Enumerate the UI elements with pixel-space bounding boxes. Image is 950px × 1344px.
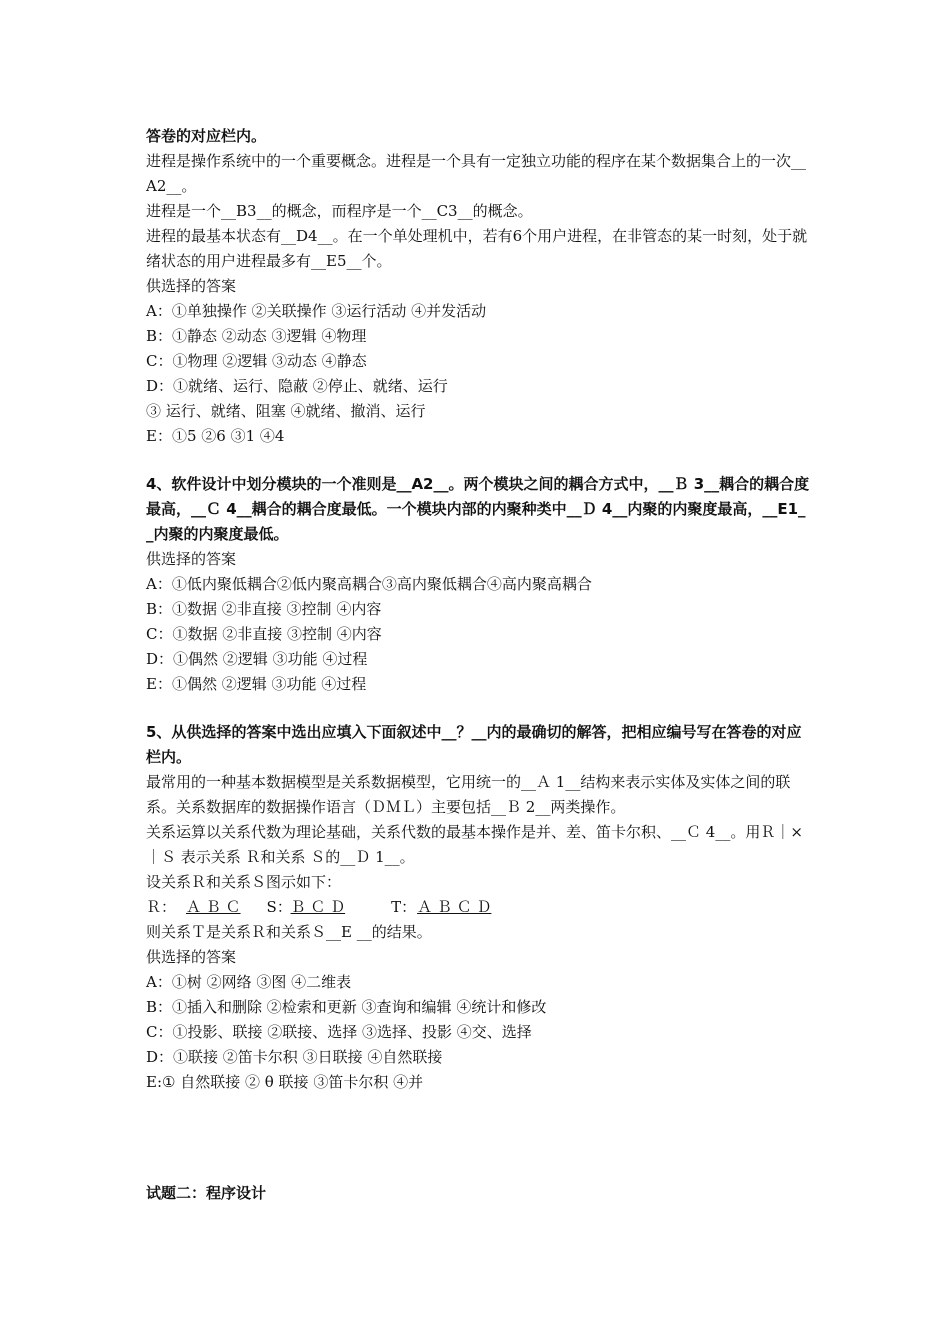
spacer — [146, 1095, 810, 1181]
q3-paragraph-3: 进程的最基本状态有__D4__。在一个单处理机中，若有6个用户进程，在非管态的某一时刻，处于就绪状态的用户进程最多有__E5__个。 — [146, 227, 808, 270]
q3-lead: 答卷的对应栏内。 — [146, 127, 267, 145]
section-title-program-design: 试题二：程序设计 — [146, 1184, 267, 1202]
q5-question: 5、从供选择的答案中选出应填入下面叙述中__？__内的最确切的解答，把相应编号写在答卷的对应栏内。 — [146, 723, 802, 766]
q3-option-d-cont: ③ 运行、就绪、阻塞 ④就绪、撤消、运行 — [146, 402, 426, 420]
q4-question: 4、软件设计中划分模块的一个准则是__A2__。两个模块之间的耦合方式中，__Ｂ 3__耦合的耦合度最高，__Ｃ 4__耦合的耦合度最低。一个模块内部的内聚种类中__Ｄ 4__内聚的内聚度最高，__E1__内聚的内聚度最低。 — [146, 475, 810, 543]
q4-option-a: A：①低内聚低耦合②低内聚高耦合③高内聚低耦合④高内聚高耦合 — [146, 575, 592, 593]
document-body — [146, 124, 810, 1206]
q5-option-a: A：①树 ②网络 ③图 ④二维表 — [146, 973, 352, 991]
q5-option-d: D：①联接 ②笛卡尔积 ③日联接 ④自然联接 — [146, 1048, 443, 1066]
q4-option-e: E：①偶然 ②逻辑 ③功能 ④过程 — [146, 675, 367, 693]
q4-option-d: D：①偶然 ②逻辑 ③功能 ④过程 — [146, 650, 368, 668]
q3-option-e: E：①5 ②6 ③1 ④4 — [146, 427, 285, 445]
q5-relations-row — [146, 895, 810, 920]
q3-option-b: B：①静态 ②动态 ③逻辑 ④物理 — [146, 327, 367, 345]
relation-s-label: S： — [266, 898, 292, 916]
q4-options-header: 供选择的答案 — [146, 550, 237, 568]
q5-option-b: B：①插入和删除 ②检索和更新 ③查询和编辑 ④统计和修改 — [146, 998, 547, 1016]
q4-option-b: B：①数据 ②非直接 ③控制 ④内容 — [146, 600, 382, 618]
spacer — [146, 697, 810, 720]
q5-paragraph-1: 最常用的一种基本数据模型是关系数据模型，它用统一的__Ａ 1__结构来表示实体及实体之间的联系。关系数据库的数据操作语言（ＤＭＬ）主要包括__Ｂ 2__两类操作。 — [146, 773, 791, 816]
relation-t-attributes: Ａ Ｂ Ｃ Ｄ — [417, 898, 492, 916]
q3-option-c: C：①物理 ②逻辑 ③动态 ④静态 — [146, 352, 367, 370]
q5-option-e: E:① 自然联接 ② θ 联接 ③笛卡尔积 ④并 — [146, 1073, 424, 1091]
q5-options-header: 供选择的答案 — [146, 948, 237, 966]
q3-options-header: 供选择的答案 — [146, 277, 237, 295]
q3-option-d: D：①就绪、运行、隐蔽 ②停止、就绪、运行 — [146, 377, 448, 395]
q5-paragraph-2: 关系运算以关系代数为理论基础，关系代数的最基本操作是并、差、笛卡尔积、__Ｃ 4__。用Ｒ｜×｜Ｓ 表示关系 Ｒ和关系 Ｓ的__Ｄ 1__。 — [146, 823, 803, 866]
relation-t-label: T： — [391, 898, 417, 916]
q5-paragraph-3: 设关系Ｒ和关系Ｓ图示如下： — [146, 873, 342, 891]
q5-result-line: 则关系Ｔ是关系Ｒ和关系Ｓ__E __的结果。 — [146, 923, 432, 941]
q3-paragraph-2: 进程是一个__B3__的概念，而程序是一个__C3__的概念。 — [146, 202, 533, 220]
q3-paragraph-1: 进程是操作系统中的一个重要概念。进程是一个具有一定独立功能的程序在某个数据集合上的一次__A2__。 — [146, 152, 807, 195]
relation-r-attributes: Ａ Ｂ Ｃ — [186, 898, 241, 916]
q4-option-c: C：①数据 ②非直接 ③控制 ④内容 — [146, 625, 382, 643]
relation-r-label: Ｒ： — [146, 898, 177, 916]
relation-s-attributes: Ｂ Ｃ Ｄ — [290, 898, 346, 916]
q5-option-c: C：①投影、联接 ②联接、选择 ③选择、投影 ④交、选择 — [146, 1023, 532, 1041]
spacer — [146, 449, 810, 472]
q3-option-a: A：①单独操作 ②关联操作 ③运行活动 ④并发活动 — [146, 302, 487, 320]
